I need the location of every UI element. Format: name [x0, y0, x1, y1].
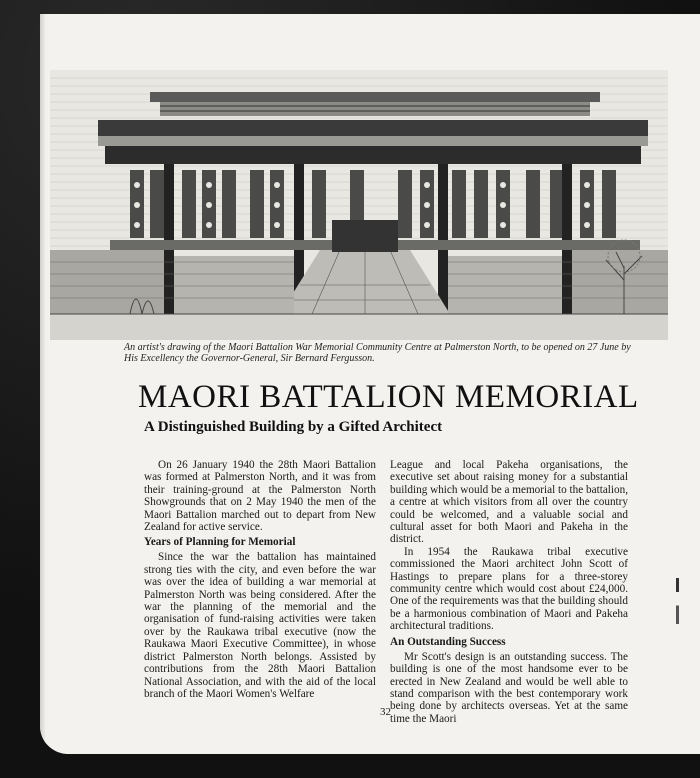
building-drawing-icon — [50, 70, 668, 340]
subtitle: A Distinguished Building by a Gifted Architect — [144, 419, 443, 435]
section-heading: An Outstanding Success — [390, 635, 506, 648]
magazine-page — [40, 14, 700, 754]
paragraph: League and local Pakeha organisations, the executive set about raising money for a substantial building which would be a memorial to the battalion, a centre at which visitors from all over the country could be welcomed, and a valuable social and cultural asset for both Maori and Pakeha in the district. — [390, 459, 628, 546]
section-heading: Years of Planning for Memorial — [144, 536, 296, 549]
article-column-right — [390, 459, 628, 725]
page-number: 32 — [380, 706, 391, 718]
article-column-left — [144, 459, 376, 700]
page-edge — [40, 14, 46, 754]
paragraph: Since the war the battalion has maintained strong ties with the city, and even before the war was over the idea of building a war memorial at Palmerston North was being considered. After the war the planning of the memorial and the organisation of fund-raising activities were taken over by the Raukawa tribal executive (now the Raukawa Maori Executive Committee), in whose district Palmerston North belongs. Assisted by contributions from the 28th Maori Battalion National Association, and with the aid of the local branch of the Maori Women's Welfare — [144, 551, 376, 700]
paragraph: Mr Scott's design is an outstanding success. The building is one of the most handsome ever to be erected in New Zealand and would be well able to stand comparison with the best contemporary work being done by architects overseas. Yet at the same time the Maori — [390, 650, 628, 725]
page-title: MAORI BATTALION MEMORIAL — [138, 379, 639, 415]
image-caption: An artist's drawing of the Maori Battalion War Memorial Community Centre at Palmerston North, to be opened on 27 June by His Excellency the Governor-General, Sir Bernard Fergusson. — [124, 342, 631, 364]
paragraph: In 1954 the Raukawa tribal executive commissioned the Maori architect John Scott of Hastings to prepare plans for a three-storey community centre which would cost about £24,000. One of the requirements was that the building should be a harmonious combination of Maori and Pakeha architectural traditions. — [390, 545, 628, 633]
margin-mark — [676, 578, 679, 624]
paragraph: On 26 January 1940 the 28th Maori Battalion was formed at Palmerston North, and it was from their training-ground at the Palmerston North Showgrounds that on 2 May 1940 the men of the Maori Battalion marched out to depart from New Zealand for active service. — [144, 459, 376, 534]
